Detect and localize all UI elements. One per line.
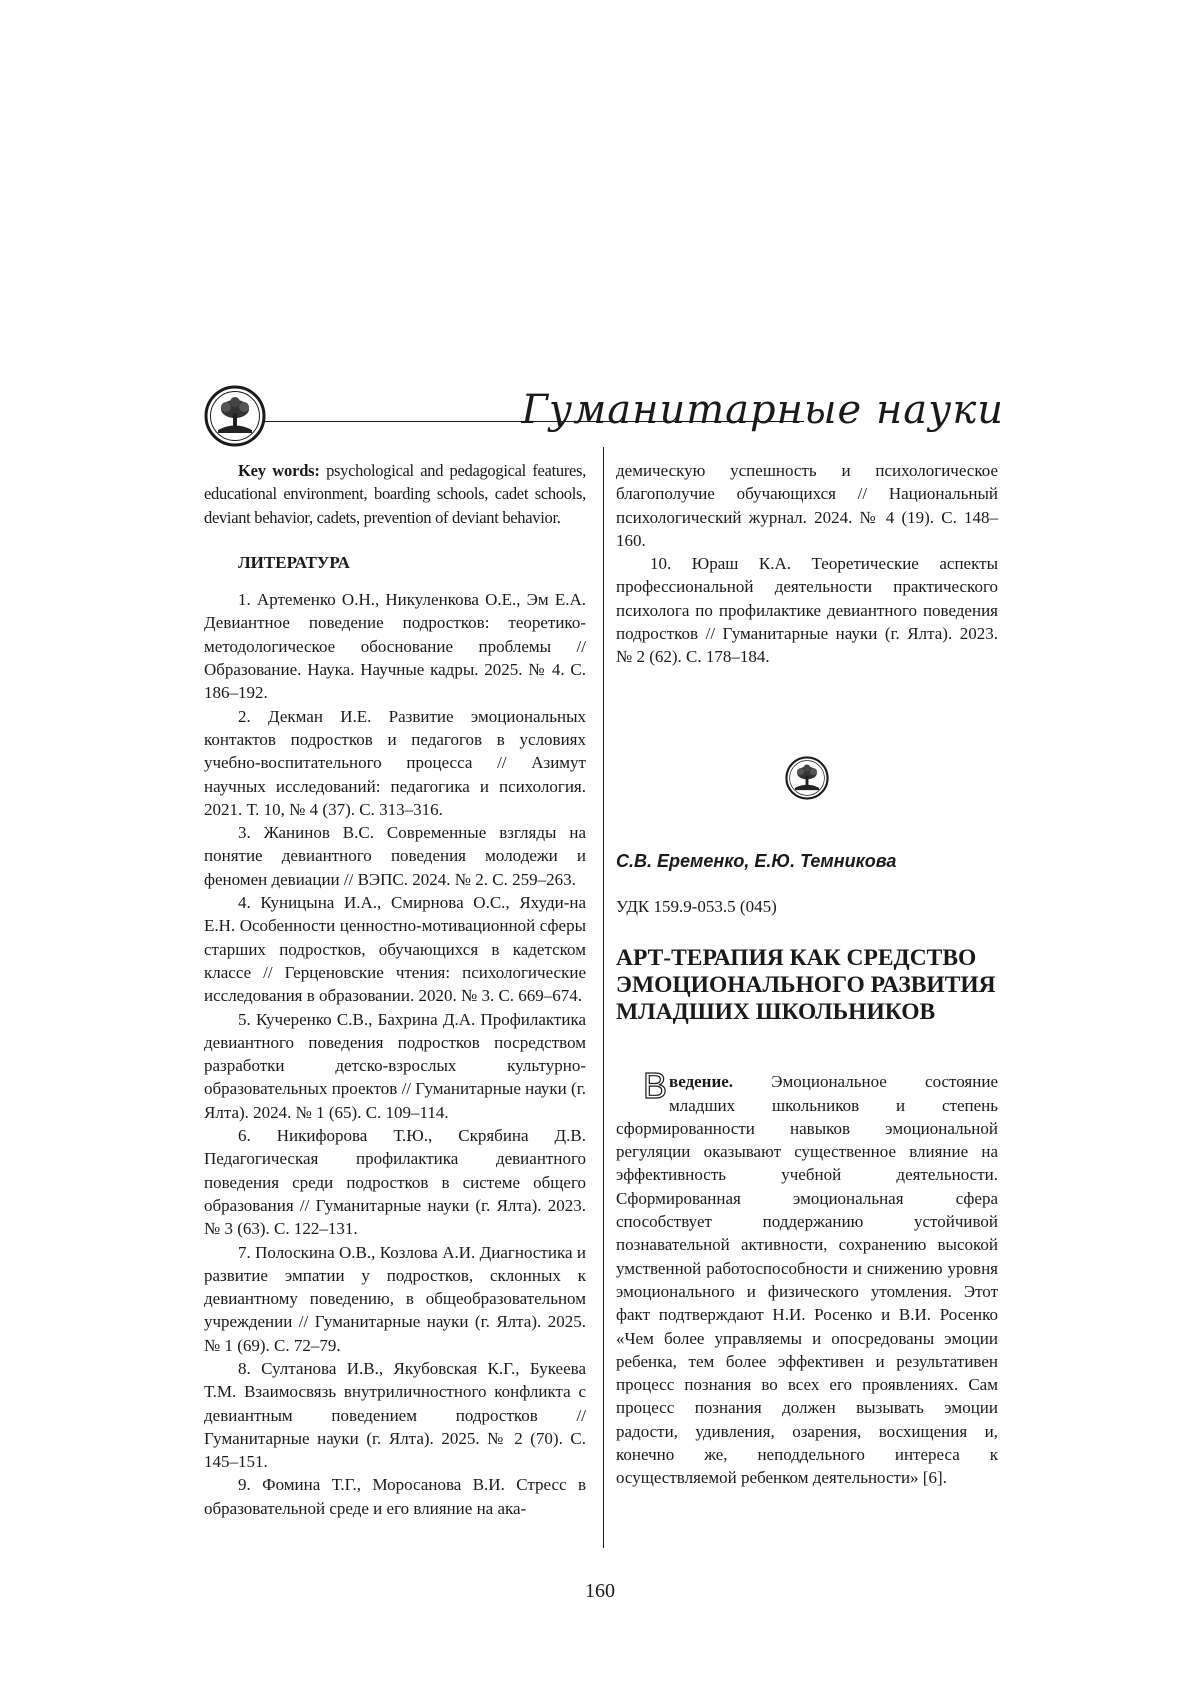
reference-item: 4. Куницына И.А., Смирнова О.С., Яхуди-на Е.Н. Особенности ценностно-мотивационной сферы старших подростков, обучающихся в кадетском классе // Герценовские чтения: психологические исследования в образовании. 2020. № 3. С. 669–674. [204,893,586,1006]
reference-item: 1. Артеменко О.Н., Никуленкова О.Е., Эм Е.А. Девиантное поведение подростков: теоретико-методологическое обоснование проблемы // Образование. Наука. Научные кадры. 2025. № 4. С. 186–192. [204,590,586,703]
right-column [616,459,998,1490]
tree-emblem-icon [204,385,266,447]
article-title: АРТ-ТЕРАПИЯ КАК СРЕДСТВО ЭМОЦИОНАЛЬНОГО РАЗВИТИЯ МЛАДШИХ ШКОЛЬНИКОВ [616,945,996,1026]
keywords-paragraph [204,459,586,529]
introduction-label: ведение. [669,1072,734,1092]
page-number: 160 [585,1580,615,1602]
reference-continuation: демическую успешность и психологическое благополучие обучающихся // Национальный психологический журнал. 2024. № 4 (19). С. 148–160. [616,461,998,550]
introduction-text: Эмоциональное состояние младших школьников и степень сформированности навыков эмоциональной регуляции оказывают существенное влияние на эффективность учебной деятельности. Сформированная эмоциональная сфера способствует поддержанию устойчивой познавательной активности, сохранению высокой умственной работоспособности и снижению уровня эмоционального и физического утомления. Этот факт подтверждают Н.И. Росенко и В.И. Росенко «Чем более управляемы и опосредованы эмоции ребенка, тем более эффективен и результативен процесс познания во всех его проявлениях. Сам процесс познания должен вызывать эмоции радости, удивления, озарения, восхищения и, конечно же, неподдельного интереса к осуществляемой ребенком деятельности» [6]. [616,1072,998,1488]
introduction-paragraph [616,1065,998,1489]
udk-code: УДК 159.9-053.5 (045) [616,896,777,916]
keywords-label: Key words: [238,461,320,480]
reference-item: 2. Декман И.Е. Развитие эмоциональных контактов подростков и педагогов в условиях учебно-воспитательного процесса // Азимут научных исследований: педагогика и психология. 2021. Т. 10, № 4 (37). С. 313–316. [204,706,586,819]
article-authors: С.В. Еременко, Е.Ю. Темникова [616,850,897,871]
drop-cap: В [643,1065,668,1107]
reference-item: 9. Фомина Т.Г., Моросанова В.И. Стресс в образовательной среде и его влияние на ака- [204,1475,586,1518]
left-column [204,459,586,1520]
reference-item: 7. Полоскина О.В., Козлова А.И. Диагностика и развитие эмпатии у подростков, склонных к девиантному поведению, в общеобразовательном учреждении // Гуманитарные науки (г. Ялта). 2025. № 1 (69). С. 72–79. [204,1242,586,1355]
literature-heading: ЛИТЕРАТУРА [238,552,350,572]
running-header [204,385,1004,447]
keywords-text: psychological and pedagogical features, educational environment, boarding schools, cadet schools, deviant behavior, cadets, prevention of deviant behavior. [204,461,586,527]
reference-item: 8. Султанова И.В., Якубовская К.Г., Букеева Т.М. Взаимосвязь внутриличностного конфликта с девиантным поведением подростков // Гуманитарные науки (г. Ялта). 2025. № 2 (70). С. 145–151. [204,1358,586,1472]
tree-emblem-icon [785,756,829,800]
section-title: Гуманитарные науки [521,387,1004,433]
reference-item: 6. Никифорова Т.Ю., Скрябина Д.В. Педагогическая профилактика девиантного поведения среди подростков в системе общего образования // Гуманитарные науки (г. Ялта). 2023. № 3 (63). С. 122–131. [204,1126,586,1239]
reference-item: 3. Жанинов В.С. Современные взгляды на понятие девиантного поведения молодежи и феномен девиации // ВЭПС. 2024. № 2. С. 259–263. [204,823,586,889]
reference-item: 10. Юраш К.А. Теоретические аспекты профессиональной деятельности практического психолога по профилактике девиантного поведения подростков // Гуманитарные науки (г. Ялта). 2023. № 2 (62). С. 178–184. [616,554,998,667]
reference-item: 5. Кучеренко С.В., Бахрина Д.А. Профилактика девиантного поведения подростков посредством разработки детско-взрослых культурно-образовательных проектов // Гуманитарные науки (г. Ялта). 2024. № 1 (65). С. 109–114. [204,1009,586,1122]
column-divider [603,447,604,1548]
